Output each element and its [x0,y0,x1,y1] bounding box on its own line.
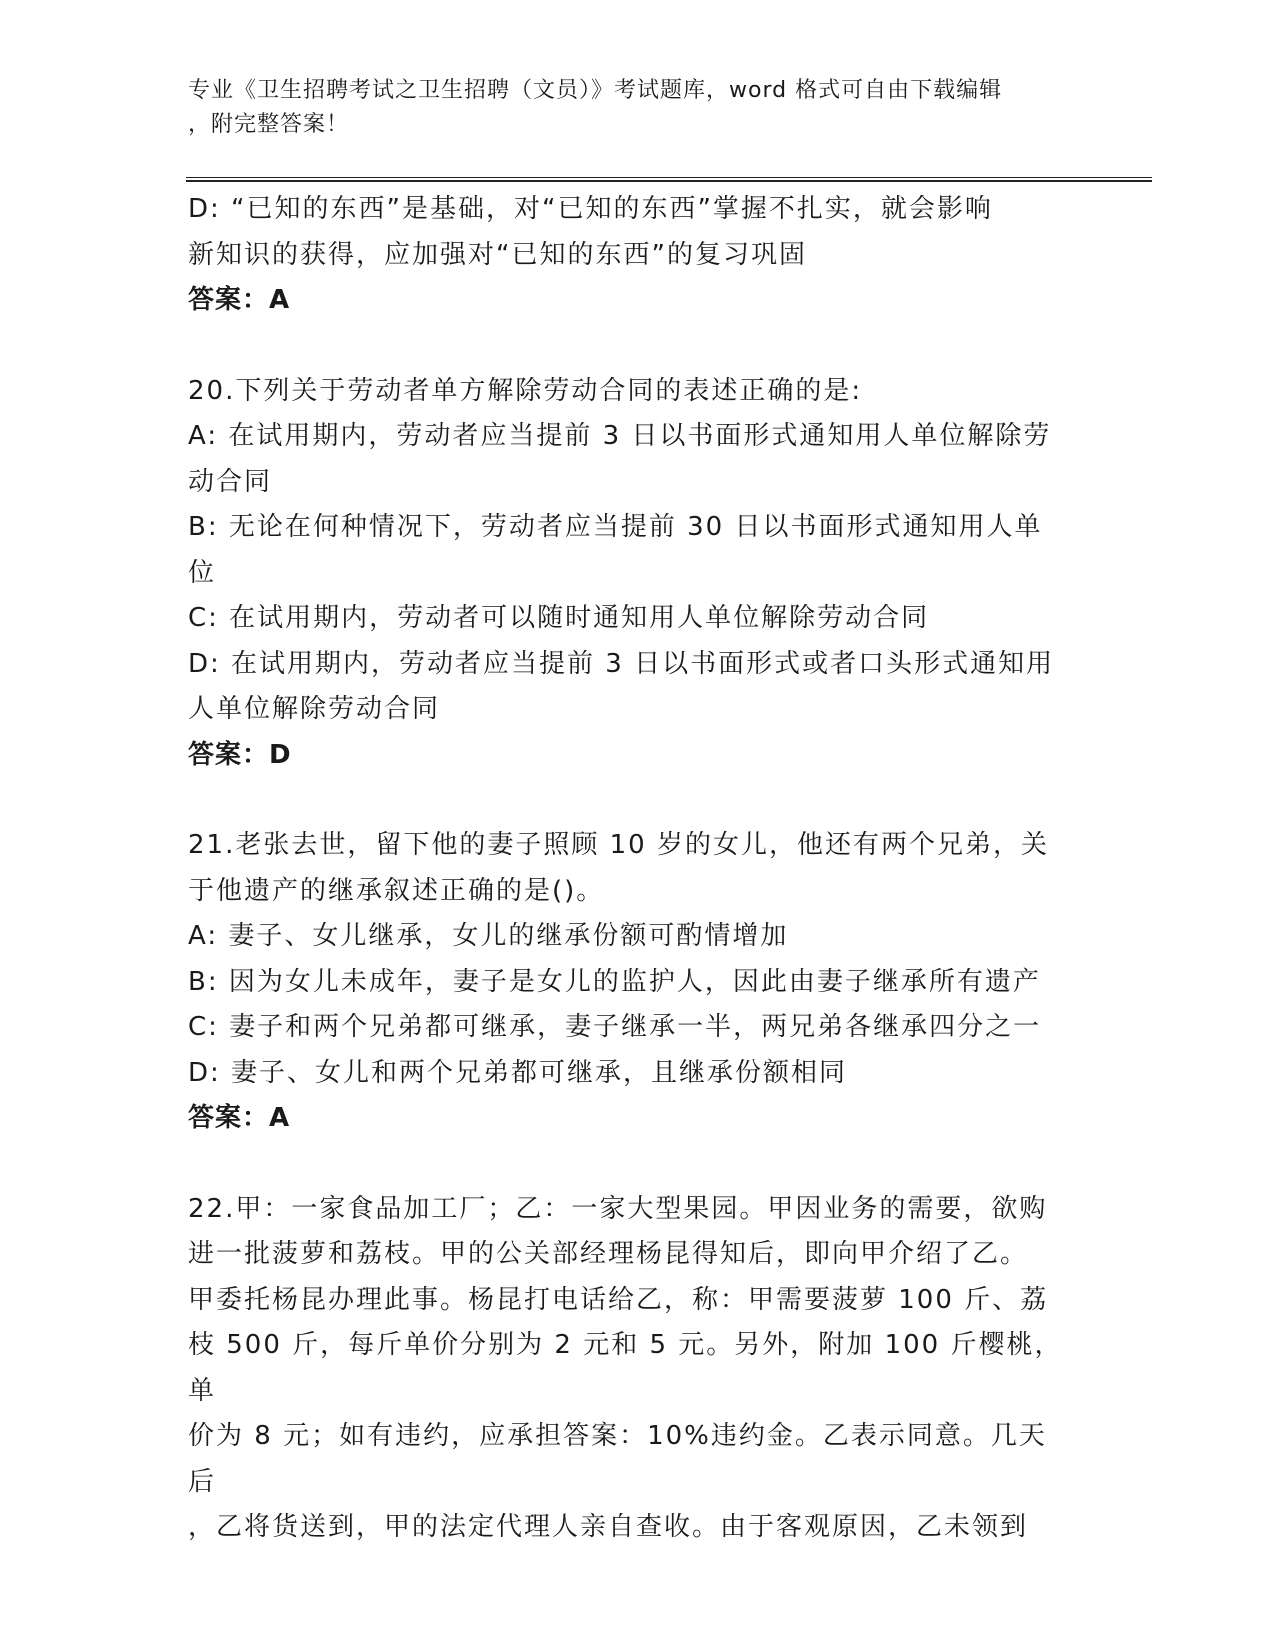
question-text: 20.下列关于劳动者单方解除劳动合同的表述正确的是: [188,375,863,406]
option-d-line: 新知识的获得，应加强对“已知的东西”的复习巩固 [188,239,807,270]
question-20 [188,369,1073,779]
header-line-2: ，附完整答案！ [188,112,350,137]
spacer [188,778,1073,823]
header-line-1: 专业《卫生招聘考试之卫生招聘（文员）》考试题库，word 格式可自由下载编辑 [188,78,1003,103]
option-d-line: D: 在试用期内，劳动者应当提前 3 日以书面形式或者口头形式通知用 [188,648,1055,679]
question-text: 枝 500 斤，每斤单价分别为 2 元和 5 元。另外，附加 100 斤樱桃，单 [188,1330,1063,1406]
option-d-line: D: “已知的东西”是基础，对“已知的东西”掌握不扎实，就会影响 [188,194,993,224]
page-header [188,74,1068,142]
option-a-line: A: 在试用期内，劳动者应当提前 3 日以书面形式通知用人单位解除劳 [188,421,1052,451]
option-d-line: 人单位解除劳动合同 [188,694,441,724]
option-b-line: B: 无论在何种情况下，劳动者应当提前 30 日以书面形式通知用人单 [188,512,1043,542]
option-b-line: B: 因为女儿未成年，妻子是女儿的监护人，因此由妻子继承所有遗产 [188,966,1041,997]
option-c-line: C: 妻子和两个兄弟都可继承，妻子继承一半，两兄弟各继承四分之一 [188,1012,1042,1042]
option-d-line: D: 妻子、女儿和两个兄弟都可继承，且继承份额相同 [188,1057,848,1088]
header-divider [186,177,1152,182]
answer-line: 答案：D [188,739,292,770]
question-22 [188,1187,1073,1551]
spacer [188,1142,1073,1187]
option-c-line: C: 在试用期内，劳动者可以随时通知用人单位解除劳动合同 [188,603,930,633]
question-text: 价为 8 元；如有违约，应承担答案：10%违约金。乙表示同意。几天后 [188,1421,1047,1497]
question-21 [188,823,1073,1142]
answer-line: 答案：A [188,1103,291,1133]
question-text: 甲委托杨昆办理此事。杨昆打电话给乙，称：甲需要菠萝 100 斤、荔 [188,1284,1049,1315]
document-body [188,187,1073,1551]
spacer [188,324,1073,369]
question-text: 22.甲：一家食品加工厂；乙：一家大型果园。甲因业务的需要，欲购 [188,1193,1048,1224]
answer-line: 答案：A [188,285,291,315]
question-text: ，乙将货送到，甲的法定代理人亲自查收。由于客观原因，乙未领到 [188,1512,1029,1542]
option-b-line: 位 [188,557,217,588]
option-a-line: 动合同 [188,466,273,497]
option-a-line: A: 妻子、女儿继承，女儿的继承份额可酌情增加 [188,921,789,951]
question-text: 于他遗产的继承叙述正确的是()。 [188,875,605,906]
question-text: 21.老张去世，留下他的妻子照顾 10 岁的女儿，他还有两个兄弟，关 [188,830,1049,860]
question-19-tail [188,187,1073,324]
question-text: 进一批菠萝和荔枝。甲的公关部经理杨昆得知后，即向甲介绍了乙。 [188,1239,1029,1269]
